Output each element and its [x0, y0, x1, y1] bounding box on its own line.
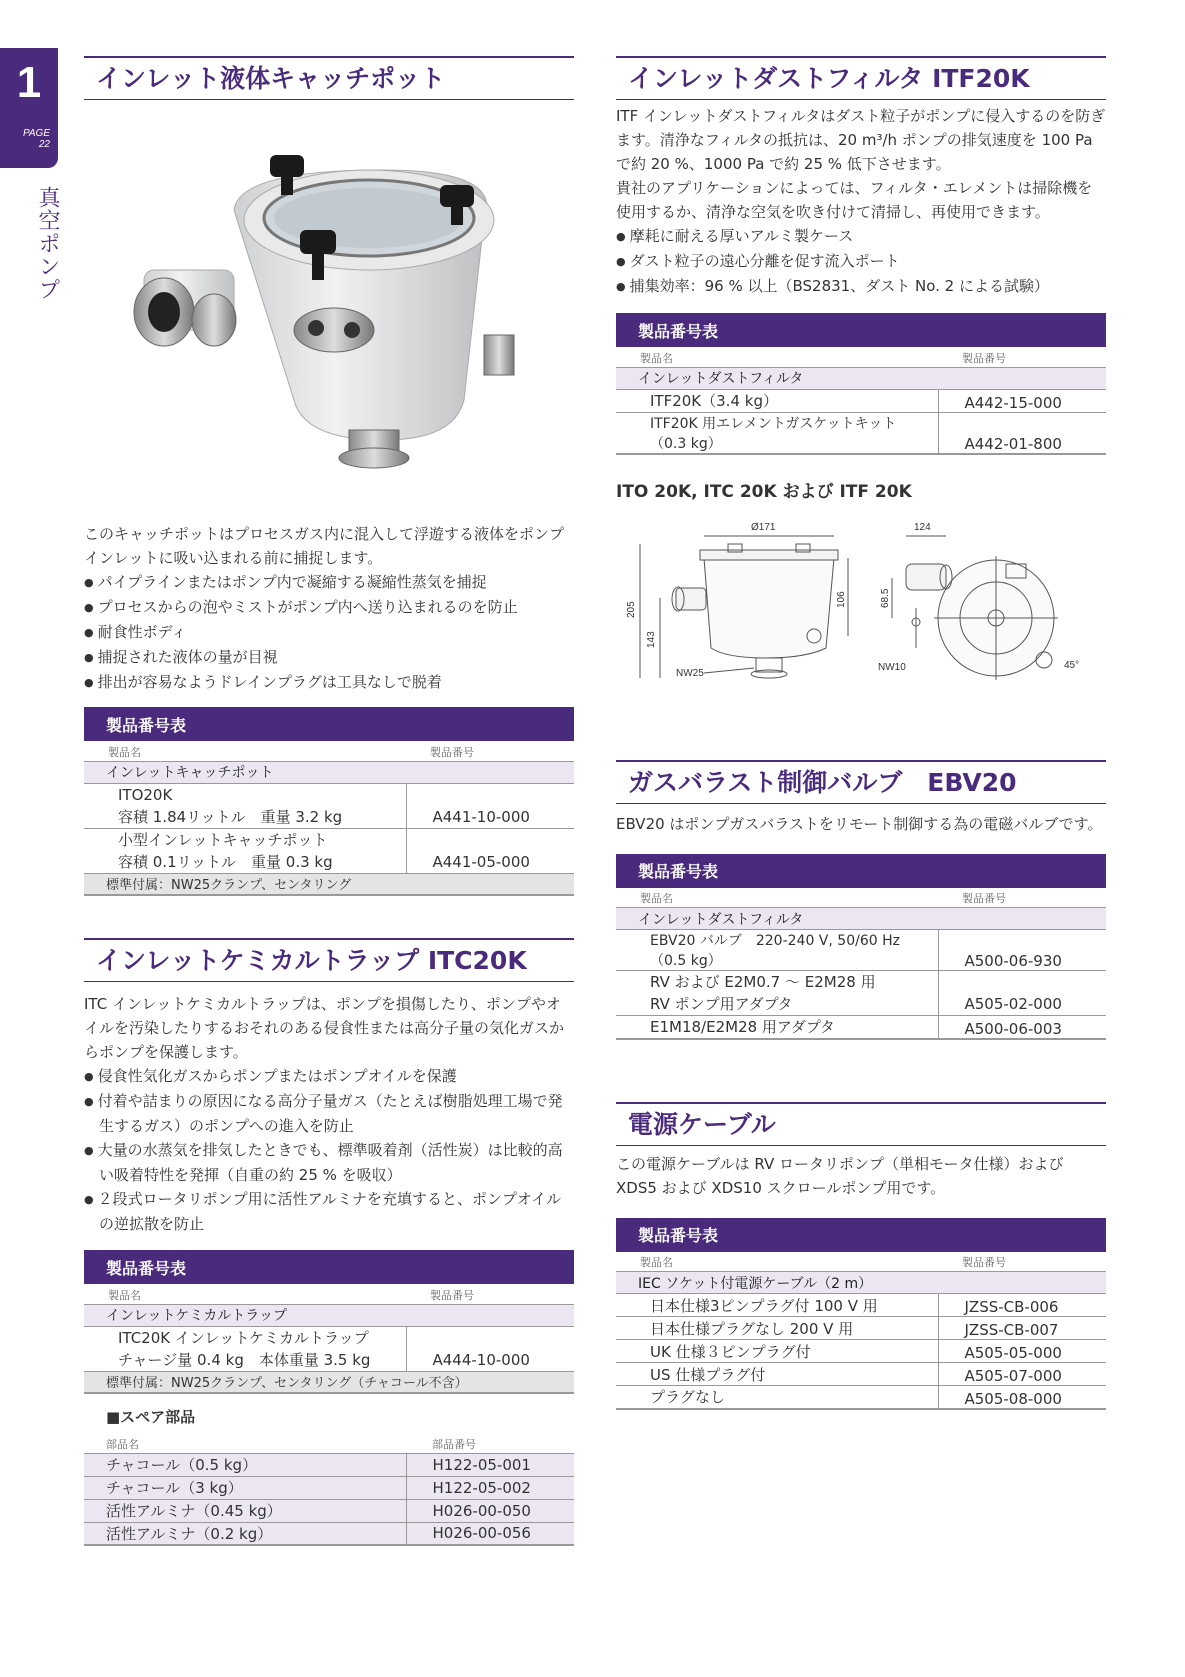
table-row: [84, 1453, 574, 1476]
product-code: A500-06-930: [938, 930, 1106, 971]
part-name: チャコール（0.5 kg）: [84, 1453, 406, 1476]
product-name: ITO20K 容積 1.84リットル 重量 3.2 kg: [84, 783, 406, 828]
table-row: [616, 1340, 1106, 1363]
table-row: [616, 1317, 1106, 1340]
product-name: 日本仕様プラグなし 200 V 用: [616, 1317, 938, 1340]
table-row: [616, 412, 1106, 454]
table-group: インレットケミカルトラップ: [84, 1304, 574, 1326]
part-code: H026-00-056: [406, 1522, 574, 1545]
dustfilter-product-table: [616, 313, 1106, 455]
column-header-name: 部品名: [84, 1435, 406, 1453]
table-title: 製品番号表: [616, 313, 1106, 347]
gasballast-intro: EBV20 はポンプガスバラストをリモート制御する為の電磁バルブです。: [616, 814, 1103, 833]
column-header-name: 製品名: [84, 741, 406, 761]
chapter-tab: [0, 48, 58, 168]
dim-height-total: 205: [626, 600, 637, 618]
table-group: インレットダストフィルタ: [616, 367, 1106, 389]
table-row: [84, 783, 574, 828]
product-name: 小型インレットキャッチポット 容積 0.1リットル 重量 0.3 kg: [84, 828, 406, 873]
table-note: 標準付属：NW25クランプ、センタリング: [84, 873, 574, 895]
dimension-drawing: [616, 508, 1106, 702]
table-title: 製品番号表: [84, 1250, 574, 1284]
column-header-name: 製品名: [84, 1284, 406, 1304]
dim-angle-label: 45°: [1064, 659, 1080, 671]
product-name: ITC20K インレットケミカルトラップ チャージ量 0.4 kg 本体重量 3.5 kg: [84, 1326, 406, 1371]
column-header-code: 製品番号: [938, 888, 1106, 908]
product-name: EBV20 バルブ 220-240 V, 50/60 Hz（0.5 kg）: [616, 930, 938, 971]
table-title: 製品番号表: [84, 707, 574, 741]
table-row: [616, 1363, 1106, 1386]
column-header-code: 製品番号: [406, 741, 574, 761]
cable-product-table: [616, 1218, 1106, 1410]
catchpot-intro: このキャッチポットはプロセスガス内に混入して浮遊する液体をポンプインレットに吸い込まれる前に捕捉します。: [84, 525, 565, 567]
product-name: ITF20K（3.4 kg）: [616, 389, 938, 412]
list-item: ● 摩耗に耐える厚いアルミ製ケース: [616, 224, 1106, 249]
product-code: A441-05-000: [406, 828, 574, 873]
chemtrap-product-table: [84, 1250, 574, 1394]
column-header-code: 製品番号: [938, 347, 1106, 367]
page-indicator: [23, 128, 50, 150]
table-group: IEC ソケット付電源ケーブル（2 m）: [616, 1272, 1106, 1294]
part-code: H026-00-050: [406, 1499, 574, 1522]
table-group: インレットキャッチポット: [84, 761, 574, 783]
dustfilter-feature-list: [616, 224, 1106, 299]
dustfilter-intro-1: ITF インレットダストフィルタはダスト粒子がポンプに侵入するのを防ぎます。清浄なフィルタの抵抗は、20 m³/h ポンプの排気速度を 100 Pa で約 20 %、1000 Pa で約 25 % 低下させます。: [616, 107, 1106, 173]
column-header-code: 製品番号: [406, 1284, 574, 1304]
dustfilter-intro-2: 貴社のアプリケーションによっては、フィルタ・エレメントは掃除機を使用するか、清浄な空気を吹き付けて清掃し、再使用できます。: [616, 179, 1093, 221]
catchpot-photo: [84, 100, 574, 500]
dustfilter-title: インレットダストフィルタ ITF20K: [616, 56, 1106, 100]
table-row: [616, 1016, 1106, 1039]
product-code: A505-05-000: [938, 1340, 1106, 1363]
product-code: A444-10-000: [406, 1326, 574, 1371]
table-row: [616, 930, 1106, 971]
part-code: H122-05-002: [406, 1476, 574, 1499]
product-name: 日本仕様3ピンプラグ付 100 V 用: [616, 1294, 938, 1317]
table-row: [84, 1476, 574, 1499]
product-code: JZSS-CB-007: [938, 1317, 1106, 1340]
dustfilter-description: [616, 104, 1106, 299]
product-name: US 仕様プラグ付: [616, 1363, 938, 1386]
column-header-name: 製品名: [616, 347, 938, 367]
dim-height-body: 106: [836, 590, 847, 608]
list-item: ● ダスト粒子の遠心分離を促す流入ポート: [616, 249, 1106, 274]
dim-height-port: 143: [646, 630, 657, 648]
list-item: ● 付着や詰まりの原因になる高分子量ガス（たとえば樹脂処理工場で発生するガス）のポンプへの進入を防止: [84, 1089, 574, 1138]
table-title: 製品番号表: [616, 854, 1106, 888]
product-code: A442-15-000: [938, 389, 1106, 412]
column-header-name: 製品名: [616, 1252, 938, 1272]
dim-diameter: Ø171: [751, 521, 776, 533]
part-code: H122-05-001: [406, 1453, 574, 1476]
spare-parts-table: [84, 1435, 574, 1546]
part-name: チャコール（3 kg）: [84, 1476, 406, 1499]
left-column: [84, 56, 574, 1546]
chemtrap-title: インレットケミカルトラップ ITC20K: [84, 938, 574, 982]
right-column: [616, 56, 1106, 1410]
drawing-title: ITO 20K, ITC 20K および ITF 20K: [616, 481, 912, 502]
table-row: [616, 389, 1106, 412]
table-row: [84, 828, 574, 873]
table-row: [616, 971, 1106, 1016]
catchpot-product-table: [84, 707, 574, 896]
list-item: ● 侵食性気化ガスからポンプまたはポンプオイルを保護: [84, 1064, 574, 1089]
part-name: 活性アルミナ（0.45 kg）: [84, 1499, 406, 1522]
list-item: ● 耐食性ボディ: [84, 620, 574, 645]
table-row: [84, 1522, 574, 1545]
list-item: ● パイプラインまたはポンプ内で凝縮する凝縮性蒸気を捕捉: [84, 570, 574, 595]
list-item: ● 大量の水蒸気を排気したときでも、標準吸着剤（活性炭）は比較的高い吸着特性を発揮（自重の約 25 % を吸収）: [84, 1138, 574, 1187]
product-code: A505-02-000: [938, 971, 1106, 1016]
product-name: ITF20K 用エレメントガスケットキット（0.3 kg）: [616, 412, 938, 454]
gasballast-product-table: [616, 854, 1106, 1040]
product-code: A441-10-000: [406, 783, 574, 828]
product-code: JZSS-CB-006: [938, 1294, 1106, 1317]
product-code: A505-07-000: [938, 1363, 1106, 1386]
table-row: [616, 1294, 1106, 1317]
chemtrap-feature-list: [84, 1064, 574, 1236]
list-item: ● 捕捉された液体の量が目視: [84, 645, 574, 670]
column-header-name: 製品名: [616, 888, 938, 908]
page-label: PAGE: [22, 128, 50, 139]
product-code: A500-06-003: [938, 1016, 1106, 1039]
product-code: A505-08-000: [938, 1386, 1106, 1409]
list-item: ● 捕集効率：96 % 以上（BS2831、ダスト No. 2 による試験）: [616, 274, 1106, 299]
product-name: RV および E2M0.7 ～ E2M28 用 RV ポンプ用アダプタ: [616, 971, 938, 1016]
table-title: 製品番号表: [616, 1218, 1106, 1252]
product-name: UK 仕様３ピンプラグ付: [616, 1340, 938, 1363]
dim-height-inlet: 68.5: [880, 588, 891, 608]
chemtrap-description: [84, 992, 574, 1236]
catchpot-description: [84, 522, 574, 695]
column-header-code: 製品番号: [938, 1252, 1106, 1272]
list-item: ● ２段式ロータリポンプ用に活性アルミナを充填すると、ポンプオイルの逆拡散を防止: [84, 1187, 574, 1236]
table-group: インレットダストフィルタ: [616, 908, 1106, 930]
column-header-code: 部品番号: [406, 1435, 574, 1453]
chemtrap-intro: ITC インレットケミカルトラップは、ポンプを損傷したり、ポンプやオイルを汚染したりするおそれのある侵食性または高分子量の気化ガスからポンプを保護します。: [84, 995, 565, 1061]
product-code: A442-01-800: [938, 412, 1106, 454]
chapter-number: 1: [16, 58, 42, 107]
cable-title: 電源ケーブル: [616, 1102, 1106, 1146]
list-item: ● 排出が容易なようドレインプラグは工具なしで脱着: [84, 670, 574, 695]
table-row: [616, 1386, 1106, 1409]
spare-parts-title: ■スペア部品: [106, 1408, 196, 1426]
table-row: [84, 1326, 574, 1371]
product-name: E1M18/E2M28 用アダプタ: [616, 1016, 938, 1039]
table-row: [84, 1499, 574, 1522]
dim-nw10-label: NW10: [878, 661, 906, 673]
dim-nw25-label: NW25: [676, 667, 704, 679]
page-number: 22: [38, 139, 50, 150]
dim-width-top: 124: [914, 521, 931, 533]
product-name: プラグなし: [616, 1386, 938, 1409]
cable-intro: この電源ケーブルは RV ロータリポンプ（単相モータ仕様）および XDS5 および XDS10 スクロールポンプ用です。: [616, 1154, 1064, 1197]
table-note: 標準付属：NW25クランプ、センタリング（チャコール不含）: [84, 1371, 574, 1393]
catchpot-title: インレット液体キャッチポット: [84, 56, 574, 100]
gasballast-title: ガスバラスト制御バルブ EBV20: [616, 760, 1106, 804]
section-label: 真空ポンプ: [35, 186, 60, 301]
part-name: 活性アルミナ（0.2 kg）: [84, 1522, 406, 1545]
catchpot-feature-list: [84, 570, 574, 695]
list-item: ● プロセスからの泡やミストがポンプ内へ送り込まれるのを防止: [84, 595, 574, 620]
